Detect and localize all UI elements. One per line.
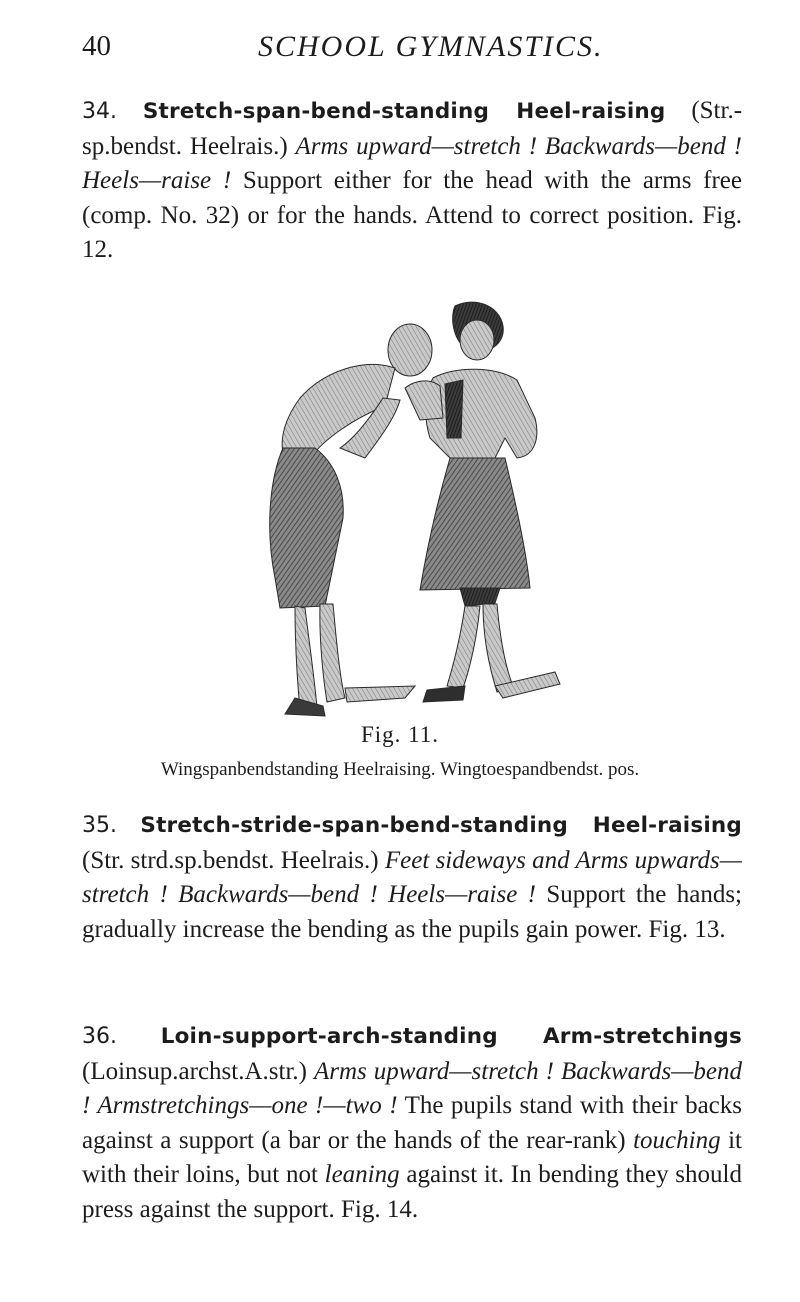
exercise-number: 35. <box>82 813 117 838</box>
exercise-heading: Stretch-span-bend-standing Heel-raising <box>142 99 666 124</box>
exercise-number: 34. <box>82 99 117 124</box>
exercise-abbreviation: (Str.-sp.bendst. Heelrais.) <box>82 97 743 160</box>
exercise-heading: Loin-support-arch-standing Arm-stretchings <box>160 1024 742 1049</box>
bending-figure <box>270 324 432 716</box>
page-header <box>82 30 742 70</box>
exercise-illustration <box>255 288 575 718</box>
exercise-instructions-cont: it with their loins, but not <box>82 1126 742 1188</box>
exercise-abbreviation: (Str. strd.sp.bendst. Heelrais.) <box>82 846 385 874</box>
figure-label: Fig. 11. <box>360 722 440 747</box>
exercise-commands: Arms upward—stretch ! Backwards—bend ! Armstretchings—one !—two ! <box>82 1057 743 1119</box>
exercise-number: 36. <box>82 1024 117 1049</box>
paragraph-36 <box>82 1019 742 1227</box>
exercise-commands: Feet sideways and Arms upwards—stretch ! Backwards—bend ! Heels—raise ! <box>82 846 742 908</box>
emphasis-leaning: leaning <box>324 1161 400 1188</box>
exercise-instructions: Support the hands; gradually increase the bending as the pupils gain power. Fig. 13. <box>82 881 742 943</box>
exercise-commands: Arms upward—stretch ! Backwards—bend ! Heels—raise ! <box>82 132 742 194</box>
figure-caption: Wingspanbendstanding Heelraising. Wingtoespandbendst. pos. <box>160 759 640 780</box>
exercise-instructions: Support either for the head with the arms free (comp. No. 32) or for the hands. Attend to correct position. Fig. 12. <box>82 167 742 263</box>
running-title: SCHOOL GYMNASTICS. <box>258 30 604 63</box>
emphasis-touching: touching <box>633 1126 721 1154</box>
paragraph-34 <box>82 94 742 268</box>
paragraph-35 <box>82 808 743 943</box>
exercise-instructions-end: against it. In bending they should press against the support. Fig. 14. <box>82 1161 742 1223</box>
exercise-instructions: The pupils stand with their backs against a support (a bar or the hands of the rear-rank) <box>82 1092 742 1154</box>
exercise-abbreviation: (Loinsup.archst.A.str.) <box>82 1057 314 1085</box>
page-number: 40 <box>82 30 111 62</box>
exercise-heading: Stretch-stride-span-bend-standing Heel-raising <box>140 813 743 838</box>
